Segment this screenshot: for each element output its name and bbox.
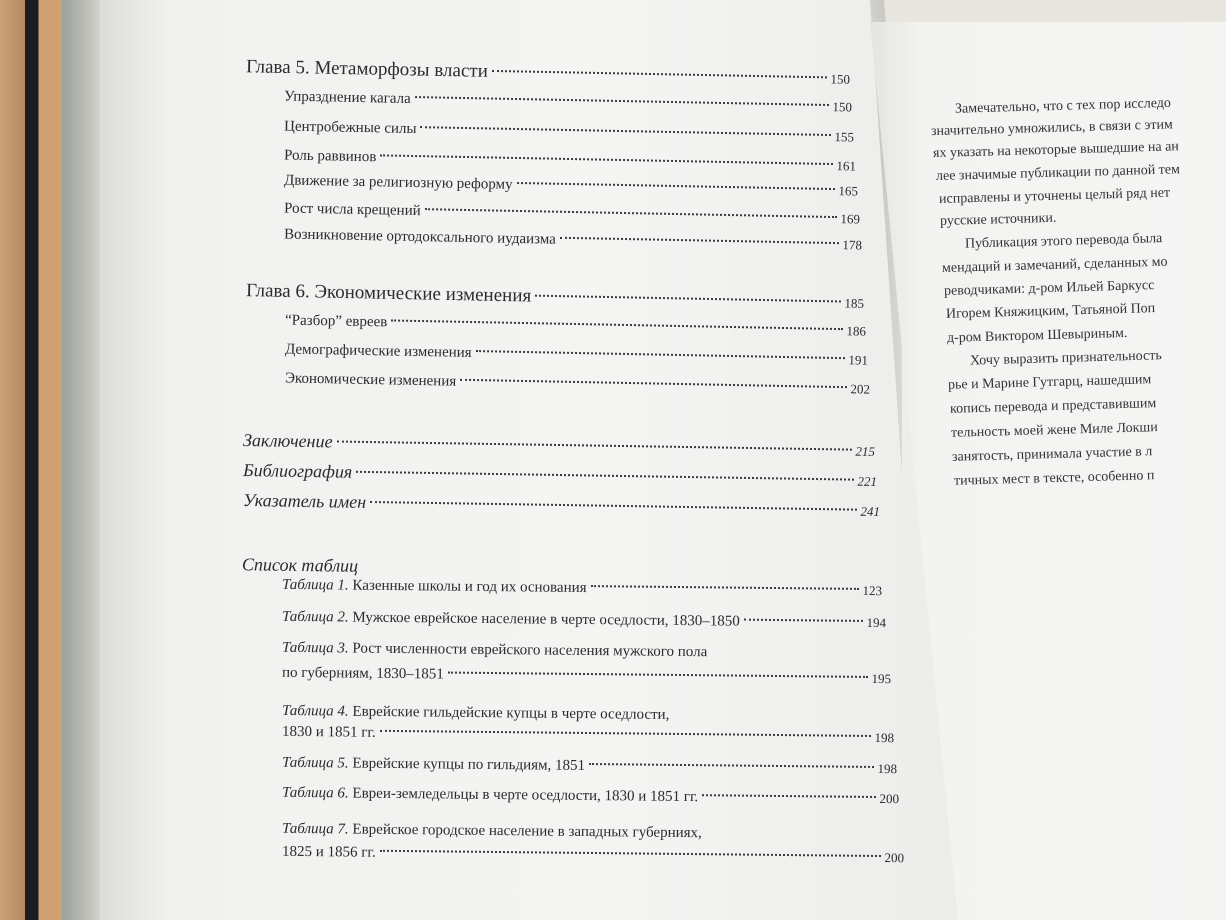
right-line: Замечательно, что с тех пор исследо bbox=[954, 95, 1172, 117]
right-line: тельность моей жене Миле Локши bbox=[950, 420, 1158, 441]
table-entry: по губерниям, 1830–1851 195 bbox=[281, 664, 892, 687]
right-line: тичных мест в тексте, особенно п bbox=[953, 468, 1155, 489]
right-line: рье и Марине Гутгарц, нашедшим bbox=[947, 372, 1152, 393]
leader-dots bbox=[591, 584, 859, 590]
leader-dots bbox=[380, 729, 871, 737]
right-line: лее значимые публикации по данной тем bbox=[935, 162, 1181, 185]
leader-dots bbox=[460, 378, 846, 388]
leader-dots bbox=[535, 294, 840, 303]
book-cover-edge bbox=[62, 0, 102, 920]
table-entry: Таблица 1. Казенные школы и год их основания 123 bbox=[281, 576, 883, 599]
right-line: Публикация этого перевода была bbox=[964, 231, 1163, 252]
leader-dots bbox=[356, 470, 853, 481]
toc-name-index: Указатель имен 241 bbox=[242, 489, 881, 520]
right-line: исправлены и уточнены целый ряд нет bbox=[938, 185, 1171, 208]
right-line: значительно умножились, в связи с этим bbox=[930, 117, 1174, 140]
leader-dots bbox=[476, 349, 845, 359]
table-entry: Таблица 2. Мужское еврейское население в черте оседлости, 1830–1850 194 bbox=[281, 608, 887, 631]
table-entry: 1830 и 1851 гг. 198 bbox=[281, 723, 895, 746]
leader-dots bbox=[380, 849, 881, 857]
leader-dots bbox=[492, 69, 827, 78]
leader-dots bbox=[702, 793, 875, 798]
right-line: Хочу выразить признательность bbox=[969, 348, 1162, 369]
toc-section: Экономические изменения 202 bbox=[284, 370, 871, 397]
toc-section: Движение за религиозную реформу 165 bbox=[283, 172, 859, 199]
right-line: д-ром Виктором Шевыриным. bbox=[946, 325, 1128, 346]
right-line: русские источники. bbox=[939, 210, 1057, 229]
toc-section: Демографические изменения 191 bbox=[284, 341, 869, 368]
right-line: копись перевода и представившим bbox=[949, 396, 1157, 417]
leader-dots bbox=[337, 440, 852, 451]
toc-section: Возникновение ортодоксального иудаизма 178 bbox=[283, 226, 863, 253]
leader-dots bbox=[448, 671, 868, 678]
book-cover-spine bbox=[0, 0, 62, 920]
leader-dots bbox=[589, 762, 873, 768]
right-line: ях указать на некоторые вышедшие на ан bbox=[932, 139, 1180, 162]
table-entry-line1: Таблица 7. Еврейское городское население в западных губерниях, bbox=[281, 820, 702, 842]
toc-bibliography: Библиография 221 bbox=[242, 460, 878, 489]
right-line: мендаций и замечаний, сделанных мо bbox=[941, 254, 1168, 276]
right-line: занятость, принимала участие в л bbox=[951, 444, 1153, 465]
table-entry-line1: Таблица 4. Еврейские гильдейские купцы в черте оседлости, bbox=[281, 702, 670, 724]
table-entry: 1825 и 1856 гг. 200 bbox=[281, 843, 905, 866]
tables-heading: Список таблиц bbox=[241, 554, 359, 576]
toc-section: “Разбор” евреев 186 bbox=[284, 312, 867, 339]
toc-section: Рост числа крещений 169 bbox=[283, 200, 861, 227]
leader-dots bbox=[370, 500, 856, 511]
right-line: Игорем Княжицким, Татьяной Поп bbox=[945, 301, 1156, 322]
table-entry: Таблица 6. Евреи-земледельцы в черте оседлости, 1830 и 1851 гг. 200 bbox=[281, 784, 900, 807]
toc-section: Упразднение кагала 150 bbox=[283, 88, 853, 115]
leader-dots bbox=[517, 181, 835, 190]
toc-conclusion: Заключение 215 bbox=[242, 430, 876, 459]
leader-dots bbox=[744, 618, 863, 622]
toc-section: Центробежные силы 155 bbox=[283, 118, 855, 145]
toc-section: Роль раввинов 161 bbox=[283, 147, 857, 174]
leader-dots bbox=[560, 236, 839, 244]
table-entry: Таблица 5. Еврейские купцы по гильдиям, 1851 198 bbox=[281, 754, 898, 777]
toc-chapter-6: Глава 6. Экономические изменения 185 bbox=[245, 280, 865, 311]
table-entry-line1: Таблица 3. Рост численности еврейского населения мужского пола bbox=[281, 639, 708, 661]
right-line: реводчиками: д-ром Ильей Баркусс bbox=[943, 278, 1155, 299]
toc-chapter-5: Глава 5. Метаморфозы власти 150 bbox=[245, 56, 851, 87]
